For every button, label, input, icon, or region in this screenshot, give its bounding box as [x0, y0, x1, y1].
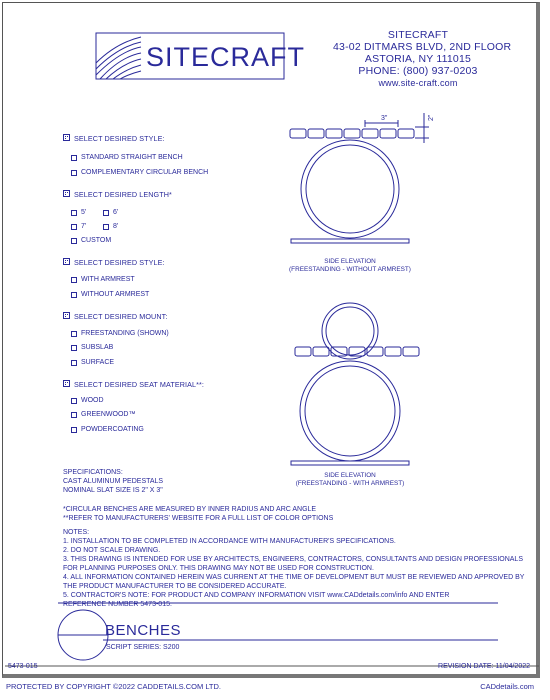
armrest-group-label: SELECT DESIRED STYLE: [74, 258, 165, 267]
svg-text:SITECRAFT: SITECRAFT [146, 42, 306, 72]
option-label: SURFACE [81, 359, 115, 366]
specs-line: CAST ALUMINUM PEDESTALS [63, 478, 164, 485]
dimension-width: 3" [381, 115, 388, 122]
option-label: POWDERCOATING [81, 426, 144, 433]
option-label: 8' [113, 223, 119, 230]
company-address-2: ASTORIA, NY 111015 [364, 53, 472, 65]
series-label: SCRIPT SERIES: S200 [106, 644, 180, 651]
note-line: THE PRODUCT MANUFACTURER TO BE CONSIDERED ACCURATE. [63, 583, 287, 590]
mount-group-label: SELECT DESIRED MOUNT: [74, 312, 168, 321]
copyright-notice: PROTECTED BY COPYRIGHT ©2022 CADDETAILS.COM LTD. [6, 682, 222, 691]
specs-heading: SPECIFICATIONS: [63, 469, 123, 476]
option-label: GREENWOOD™ [81, 411, 136, 418]
company-website[interactable]: www.site-craft.com [378, 78, 458, 88]
company-name: SITECRAFT [387, 29, 449, 41]
option-label: WOOD [81, 397, 104, 404]
caption-title: SIDE ELEVATION [324, 472, 376, 479]
note-line: 2. DO NOT SCALE DRAWING. [63, 547, 161, 554]
option-label: WITH ARMREST [81, 276, 135, 283]
specs-line: NOMINAL SLAT SIZE IS 2" X 3" [63, 487, 163, 494]
option-label: 5' [81, 209, 87, 216]
note-line: 3. THIS DRAWING IS INTENDED FOR USE BY ARCHITECTS, ENGINEERS, CONTRACTORS, CONSULTANTS AND DESIGN PROFESSIONALS [63, 556, 523, 563]
option-label: WITHOUT ARMREST [81, 291, 150, 298]
elevation-with-armrest [291, 303, 419, 465]
reference-number: 5473-015 [8, 663, 38, 670]
note-line: REFERENCE NUMBER 5473-015. [63, 601, 172, 608]
caption-title: SIDE ELEVATION [324, 258, 376, 265]
caption-without-armrest [280, 258, 420, 273]
revision-date: REVISION DATE: 11/04/2022 [438, 663, 530, 670]
footnote: **REFER TO MANUFACTURERS' WEBSITE FOR A FULL LIST OF COLOR OPTIONS [63, 515, 334, 522]
dimension-height: 2" [428, 114, 435, 121]
note-line: 1. INSTALLATION TO BE COMPLETED IN ACCORDANCE WITH MANUFACTURER'S SPECIFICATIONS. [63, 538, 396, 545]
caddetails-link[interactable]: CADdetails.com [480, 682, 534, 691]
length-group-label: SELECT DESIRED LENGTH* [74, 190, 172, 199]
company-phone: PHONE: (800) 937-0203 [358, 65, 478, 77]
option-label: 6' [113, 209, 119, 216]
note-line: 5. CONTRACTOR'S NOTE: FOR PRODUCT AND COMPANY INFORMATION VISIT www.CADdetails.com/info AND ENTER [63, 592, 450, 599]
elevation-without-armrest [290, 113, 429, 243]
footnote: *CIRCULAR BENCHES ARE MEASURED BY INNER RADIUS AND ARC ANGLE [63, 506, 317, 513]
sheet-title: BENCHES [105, 622, 182, 639]
drawing-sheet [2, 2, 540, 678]
caption-with-armrest [280, 472, 420, 487]
option-label: 7' [81, 223, 87, 230]
option-label: SUBSLAB [81, 344, 114, 351]
note-line: FOR PLANNING PURPOSES ONLY. THIS DRAWING MAY NOT BE USED FOR CONSTRUCTION. [63, 565, 374, 572]
bench-elevation-drawings [3, 3, 541, 679]
caption-subtitle: (FREESTANDING - WITHOUT ARMREST) [289, 265, 411, 273]
option-label: STANDARD STRAIGHT BENCH [81, 154, 183, 161]
option-label: COMPLEMENTARY CIRCULAR BENCH [81, 169, 209, 176]
notes-heading: NOTES: [63, 529, 90, 536]
material-group-label: SELECT DESIRED SEAT MATERIAL**: [74, 380, 204, 389]
caption-subtitle: (FREESTANDING - WITH ARMREST) [295, 479, 405, 487]
style-group-label: SELECT DESIRED STYLE: [74, 134, 165, 143]
company-address-1: 43-02 DITMARS BLVD, 2ND FLOOR [333, 41, 512, 53]
option-label: FREESTANDING (SHOWN) [81, 330, 169, 337]
note-line: 4. ALL INFORMATION CONTAINED HEREIN WAS CURRENT AT THE TIME OF DEVELOPMENT BUT MUST BE REVIEWED AND APPROVED BY [63, 574, 525, 581]
option-label: CUSTOM [81, 237, 112, 244]
